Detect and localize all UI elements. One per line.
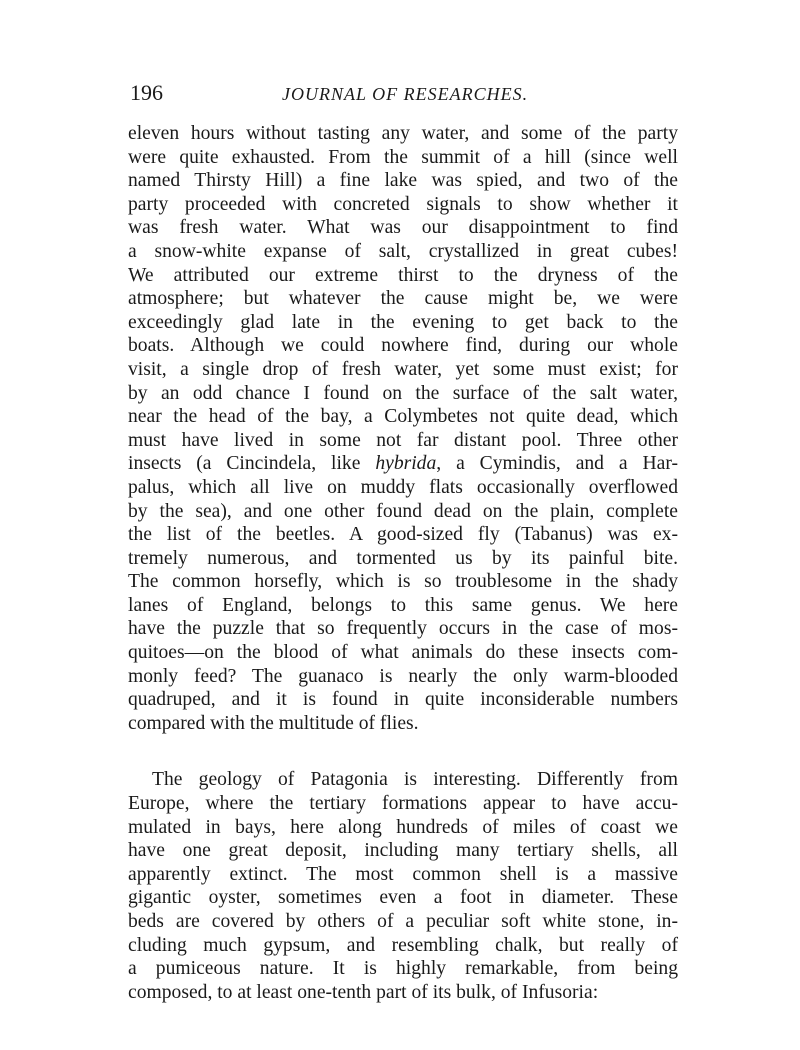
text-line: were quite exhausted. From the summit of a hill (since well <box>128 146 678 168</box>
text-line: gigantic oyster, sometimes even a foot in diameter. These <box>128 887 678 909</box>
running-head <box>130 80 680 110</box>
text-line: composed, to at least one-tenth part of its bulk, of Infusoria: <box>128 981 599 1003</box>
text-line: by an odd chance I found on the surface of the salt water, <box>128 382 678 404</box>
body-text <box>128 122 678 1004</box>
text-line: named Thirsty Hill) a fine lake was spied, and two of the <box>128 170 678 192</box>
text-line: boats. Although we could nowhere find, during our whole <box>128 335 678 357</box>
paragraph <box>128 122 678 735</box>
text-line: have the puzzle that so frequently occurs in the case of mos- <box>128 618 678 640</box>
text-line: beds are covered by others of a peculiar soft white stone, in- <box>128 911 678 932</box>
text-line: The geology of Patagonia is interesting. Differently from <box>152 769 678 791</box>
paragraph <box>128 768 678 1004</box>
text-line: apparently extinct. The most common shell is a massive <box>128 863 678 885</box>
text-line: eleven hours without tasting any water, and some of the party <box>128 123 678 144</box>
page-number: 196 <box>130 80 163 105</box>
text-line: atmosphere; but whatever the cause might be, we were <box>128 288 678 310</box>
text-line: lanes of England, belongs to this same genus. We here <box>128 594 678 616</box>
text-line: tremely numerous, and tormented us by its painful bite. <box>128 547 678 569</box>
running-title: JOURNAL OF RESEARCHES. <box>282 84 529 104</box>
text-line: near the head of the bay, a Colymbetes not quite dead, which <box>128 406 678 428</box>
text-line: quadruped, and it is found in quite inconsiderable numbers <box>128 689 678 711</box>
text-line: compared with the multitude of flies. <box>128 712 419 734</box>
paragraph-gap <box>128 735 678 768</box>
text-line: monly feed? The guanaco is nearly the only warm-blooded <box>128 665 678 687</box>
text-line: The common horsefly, which is so troublesome in the shady <box>128 571 678 593</box>
text-line: a snow-white expanse of salt, crystallized in great cubes! <box>128 240 678 262</box>
text-line: Europe, where the tertiary formations appear to have accu- <box>128 793 678 815</box>
text-line: have one great deposit, including many tertiary shells, all <box>128 840 678 862</box>
text-line: by the sea), and one other found dead on the plain, complete <box>128 500 678 522</box>
text-line: must have lived in some not far distant pool. Three other <box>128 429 678 451</box>
text-line: party proceeded with concreted signals to show whether it <box>128 193 678 215</box>
text-line: a pumiceous nature. It is highly remarkable, from being <box>128 958 678 980</box>
text-line: mulated in bays, here along hundreds of miles of coast we <box>128 816 678 838</box>
text-line: insects (a Cincindela, like hybrida, a Cymindis, and a Har- <box>128 453 678 475</box>
text-line: palus, which all live on muddy flats occasionally overflowed <box>128 476 678 498</box>
text-line: quitoes—on the blood of what animals do these insects com- <box>128 642 678 664</box>
text-line: We attributed our extreme thirst to the dryness of the <box>128 264 678 286</box>
text-line: the list of the beetles. A good-sized fly (Tabanus) was ex- <box>128 524 678 546</box>
text-line: cluding much gypsum, and resembling chalk, but really of <box>128 934 678 956</box>
text-line: exceedingly glad late in the evening to get back to the <box>128 311 678 333</box>
text-line: visit, a single drop of fresh water, yet some must exist; for <box>128 358 678 380</box>
text-line: was fresh water. What was our disappointment to find <box>128 217 678 239</box>
